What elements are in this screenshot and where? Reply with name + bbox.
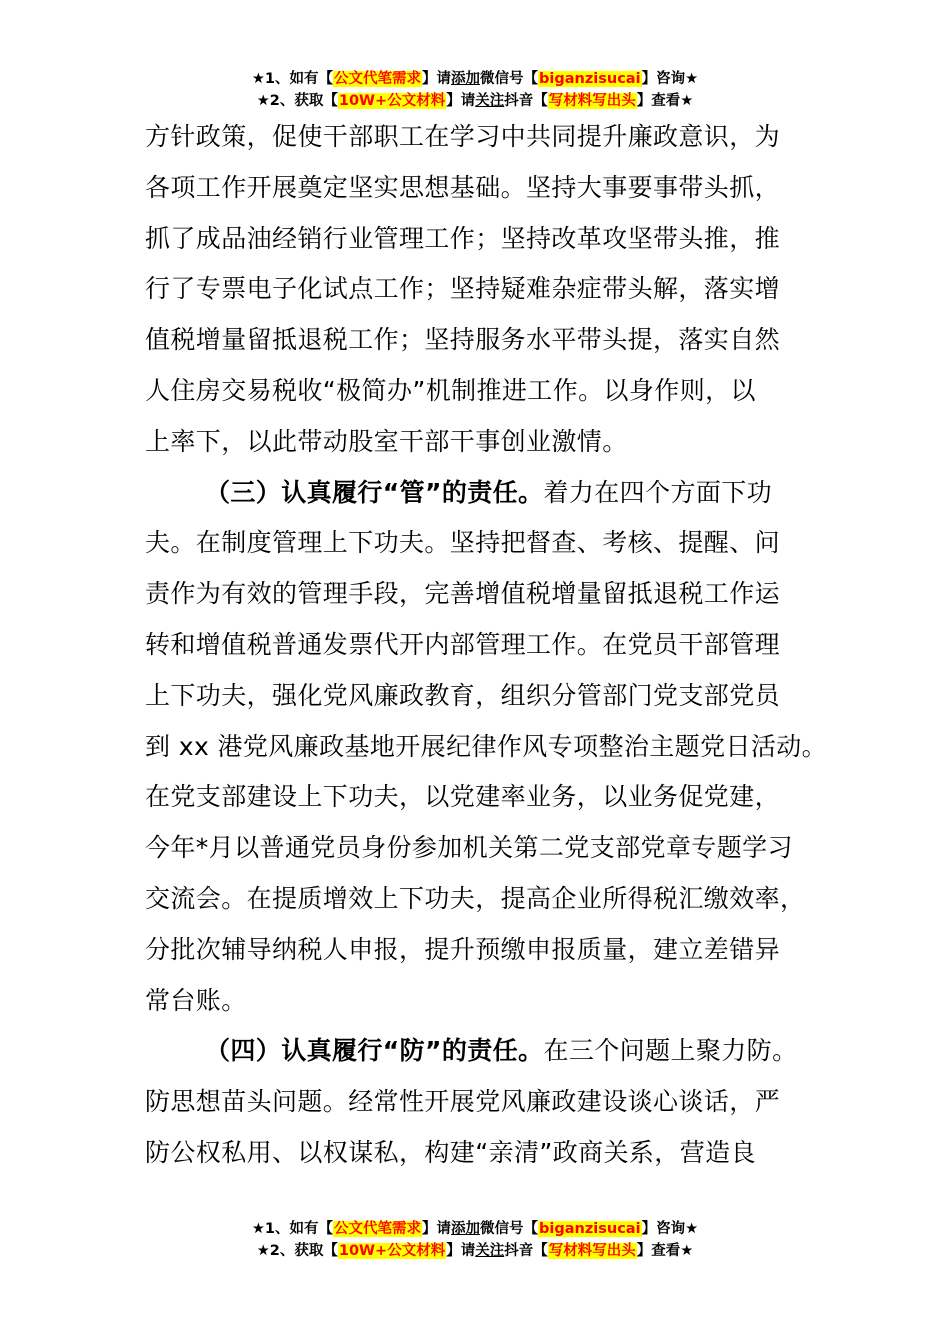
- banner-text: ★2、获取【: [256, 1243, 338, 1259]
- section-four-heading: （四）认真履行“防”的责任。: [205, 1036, 544, 1066]
- body-line-text: 在三个问题上聚力防。: [543, 1036, 798, 1066]
- banner-text: 】请: [446, 1243, 476, 1259]
- body-line: 抓了成品油经销行业管理工作；坚持改革攻坚带头推，推: [145, 223, 781, 253]
- body-line: 在党支部建设上下功夫，以党建率业务，以业务促党建，: [145, 782, 781, 812]
- wechat-id-highlight: biganzisucai: [539, 1221, 641, 1237]
- header-banner-line-1: [0, 68, 950, 90]
- banner-text: 】请: [422, 71, 452, 87]
- banner-text: ★2、获取【: [256, 93, 338, 109]
- banner-text: 】查看★: [636, 93, 694, 109]
- body-line: 常台账。: [145, 985, 247, 1015]
- banner-text: 】查看★: [636, 1243, 694, 1259]
- banner-text: 】咨询★: [641, 71, 699, 87]
- ghostwriting-service-highlight: 公文代笔需求: [334, 1221, 422, 1237]
- materials-highlight: 10W+公文材料: [338, 1243, 446, 1259]
- body-line: 转和增值税普通发票代开内部管理工作。在党员干部管理: [145, 629, 781, 659]
- body-line: 防思想苗头问题。经常性开展党风廉政建设谈心谈话，严: [145, 1087, 781, 1117]
- body-line: 方针政策，促使干部职工在学习中共同提升廉政意识，为: [145, 122, 781, 151]
- document-body: [145, 112, 828, 1179]
- ghostwriting-service-highlight: 公文代笔需求: [334, 71, 422, 87]
- header-banner: [0, 68, 950, 112]
- body-line: 责作为有效的管理手段，完善增值税增量留抵退税工作运: [145, 579, 781, 609]
- body-line-text: 着力在四个方面下功: [543, 477, 773, 507]
- banner-text: 】请: [422, 1221, 452, 1237]
- section-three-heading-line: [145, 468, 815, 519]
- footer-banner: [0, 1218, 950, 1262]
- body-line: 防公权私用、以权谋私，构建“亲清”政商关系，营造良: [145, 1137, 756, 1167]
- body-line: 行了专票电子化试点工作；坚持疑难杂症带头解，落实增: [145, 274, 781, 304]
- banner-text: 抖音【: [504, 1243, 548, 1259]
- footer-banner-line-2: [0, 1240, 950, 1262]
- follow-underlined: 关注: [475, 1243, 505, 1259]
- banner-text: 抖音【: [504, 93, 548, 109]
- body-line: 今年*月以普通党员身份参加机关第二党支部党章专题学习: [145, 833, 793, 863]
- follow-underlined: 关注: [475, 93, 505, 109]
- body-line: 上率下，以此带动股室干部干事创业激情。: [145, 426, 628, 456]
- body-line: 值税增量留抵退税工作；坚持服务水平带头提，落实自然: [145, 325, 781, 355]
- body-line: 交流会。在提质增效上下功夫，提高企业所得税汇缴效率，: [145, 883, 806, 913]
- body-line: 到 xx 港党风廉政基地开展纪律作风专项整治主题党日活动。: [145, 731, 828, 761]
- add-underlined: 添加: [451, 71, 481, 87]
- header-banner-line-2: [0, 90, 950, 112]
- body-line: 上下功夫，强化党风廉政教育，组织分管部门党支部党员: [145, 680, 781, 710]
- banner-text: ★1、如有【: [251, 1221, 334, 1237]
- banner-text: 微信号【: [480, 71, 539, 87]
- section-four-heading-line: [145, 1026, 815, 1077]
- body-line: 人住房交易税收“极简办”机制推进工作。以身作则，以: [145, 375, 756, 405]
- materials-highlight: 10W+公文材料: [338, 93, 446, 109]
- footer-banner-line-1: [0, 1218, 950, 1240]
- douyin-account-highlight: 写材料写出头: [548, 93, 636, 109]
- banner-text: 】咨询★: [641, 1221, 699, 1237]
- banner-text: ★1、如有【: [251, 71, 334, 87]
- douyin-account-highlight: 写材料写出头: [548, 1243, 636, 1259]
- body-line: 分批次辅导纳税人申报，提升预缴申报质量，建立差错异: [145, 934, 781, 964]
- body-line: 各项工作开展奠定坚实思想基础。坚持大事要事带头抓，: [145, 172, 781, 202]
- wechat-id-highlight: biganzisucai: [539, 71, 641, 87]
- banner-text: 微信号【: [480, 1221, 539, 1237]
- body-line: 夫。在制度管理上下功夫。坚持把督查、考核、提醒、问: [145, 528, 781, 558]
- add-underlined: 添加: [451, 1221, 481, 1237]
- banner-text: 】请: [446, 93, 476, 109]
- section-three-heading: （三）认真履行“管”的责任。: [205, 477, 544, 507]
